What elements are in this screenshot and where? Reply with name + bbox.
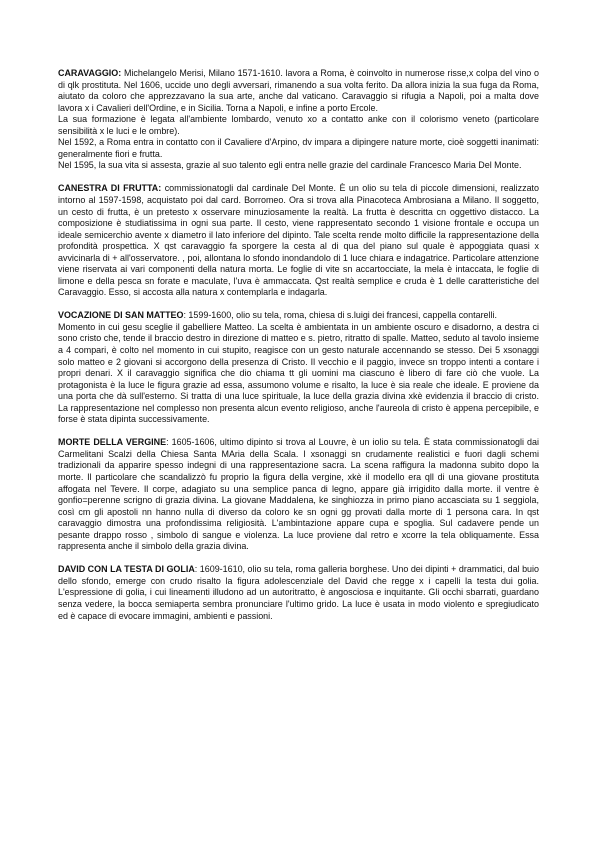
paragraph: Nel 1595, la sua vita si assesta, grazie al suo talento egli entra nelle grazie del cardinale Francesco Maria Del Monte. [58,160,522,171]
paragraph: Momento in cui gesu sceglie il gabelliere Matteo. La scelta è ambientata in un ambiente oscuro e disadorno, a destra ci sono cristo che, tende il braccio destro in direzione di matteo e s. pietro, ritratto di spalle. Matteo, seduto al tavolo insieme a 4 compari, è colto nel momento in cui stupito, reagisce con un gesto naturale accennando se stesso. Dei 5 xsonaggi solo matteo e 2 giovani si accorgono della presenza di Cristo. Il vecchio e il paggio, invece sn troppo intenti a contare i propri denari. X il caravaggio significa che dio chiama tt gli uomini ma ciascuno è libero di fare ciò che vuole. La protagonista è la luce le figura grazie ad essa, assumono volume e risalto, la luce è sia reale che ideale. E proviene da una porta che dà sull'esterno. Si tratta di una luce spirituale, la luce della grazia divina xkè evidenzia il braccio di cristo. La rappresentazione nel complesso non presenta alcun evento religioso, anche l'aureola di cristo è appena percepibile, e forse è stata dipinta successivamente. [58,321,539,425]
paragraph: La sua formazione è legata all'ambiente lombardo, venuto xo a contatto anke con il colorismo veneto (particolare sensibilità x le luci e le ombre). [58,114,539,136]
paragraph [58,564,539,622]
section-vocazione-di-san-matteo [58,310,539,425]
section-title: MORTE DELLA VERGINE [58,437,167,448]
paragraph-text: commissionatogli dal cardinale Del Monte. È un olio su tela di piccole dimensioni, realizzato intorno al 1597-1598, acquistato poi dal card. Borromeo. Ora si trova alla Pinacoteca Ambrosiana a Milano. Il soggetto, un cesto di frutta, è un pretesto x osservare minuziosamente la realtà. La frutta è descritta cn oggettivo distacco. La composizione è studiatissima in ogni sua parte. Il cesto, viene rappresentato secondo 1 visione frontale e occupa un ideale semicerchio avente x diametro il lato inferiore del dipinto. Tale scelta rende molto difficile la rappresentazione della profondità prospettica. X qst caravaggio fa sporgere la cesta al di qua del piano sul quale è appoggiata quasi x avvicinarla di + all'osservatore. , poi, allontana lo sfondo inondandolo di 1 luce chiara e indagatrice. Particolare attenzione viene riservata ai vari componenti della natura morta. Le foglie di vite sn accartocciate, la mela è intaccata, le foglie di limone e della pesca sn forate e maculate, l'uva è ammaccata. Qst realtà semplice e cruda è 1 delle caratteristiche del Caravaggio. Esso, si accosta alla natura x contemplarla e indagarla. [58,183,540,298]
paragraph-text: : 1609-1610, olio su tela, roma galleria borghese. Uno dei dipinti + drammatici, dal buio dello sfondo, emerge con crudo risalto la figura adolescenziale del David che regge x i capelli la testa dui golia. L'espressione di golia, i cui lineamenti illudono ad un autoritratto, è angosciosa e inquitante. Gli occhi sbarrati, guardano senza vedere, la bocca semiaperta sembra pronunciare l'ultimo grido. La luce è usata in modo violento e spregiudicato ed è capace di evocare immagini, ambienti e passioni. [58,564,539,621]
section-canestra-di-frutta [58,183,539,298]
section-title: VOCAZIONE DI SAN MATTEO [58,310,184,321]
paragraph [58,68,539,114]
paragraph-text: Michelangelo Merisi, Milano 1571-1610. lavora a Roma, è coinvolto in numerose risse,x colpa del vino o di qlk prostituta. Nel 1606, uccide uno degli avversari, rimanendo a sua volta ferito. Da allora inizia la sua fuga da Roma, aiutato da coloro che apprezzavano la sua arte, anche dal vaticano. Caravaggio si rifugia a Napoli, poi a malta dove lavora x i Cavalieri dell'Ordine, e in Sicilia. Torna a Napoli, e infine a porto Ercole. [58,68,539,113]
paragraph-text: : 1599-1600, olio su tela, roma, chiesa di s.luigi dei francesi, cappella contarelli. [183,310,497,321]
section-david-con-la-testa-di-golia [58,564,539,622]
section-caravaggio [58,68,539,172]
paragraph-text: : 1605-1606, ultimo dipinto si trova al Louvre, è un iolio su tela. È stata commissionatogli dai Carmelitani Scalzi della Chiesa Santa MAria della Scala. I xsonaggi sn crudamente realistici e fuori dagli schemi tradizionali da apparire spesso indegni di una rappresentazione sacra. La scena raffigura la madonna subito dopo la morte. Il particolare che scandalizzò fu proprio la figura della vergine, xkè il modello era qll di una giovane prostituta affogata nel Tevere. Il corpe, adagiato su una semplice panca di legno, appare già irrigidito dalla morte. il ventre è gonfio=perenne scrigno di grazia divina. La giovane Maddalena, ke singhiozza in primo piano accasciata su 1 seggiola, così cm gli apostoli nn hanno nulla di diverso da coloro ke sn ogni gg provati dalla morte di 1 persona cara. In qst caravaggio dimostra una profondissima religiosità. L'ambintazione appare cupa e spoglia. Sul cadavere pende un pesante drappo rosso , simbolo di sangue e violenza. La luce proviene dal retro e xcorre la tela obliquamente. Essa rappresenta anche il simbolo della grazia divina. [58,437,539,552]
section-morte-della-vergine [58,437,539,552]
paragraph [58,310,539,322]
document-page [58,68,539,634]
section-title: CANESTRA DI FRUTTA: [58,183,162,194]
section-title: CARAVAGGIO: [58,68,122,78]
paragraph: Nel 1592, a Roma entra in contatto con il Cavaliere d'Arpino, dv impara a dipingere nature morte, cioè soggetti inanimati: generalmente fiori e frutta. [58,137,539,159]
paragraph [58,437,539,552]
section-title: DAVID CON LA TESTA DI GOLIA [58,564,195,575]
paragraph [58,183,539,298]
